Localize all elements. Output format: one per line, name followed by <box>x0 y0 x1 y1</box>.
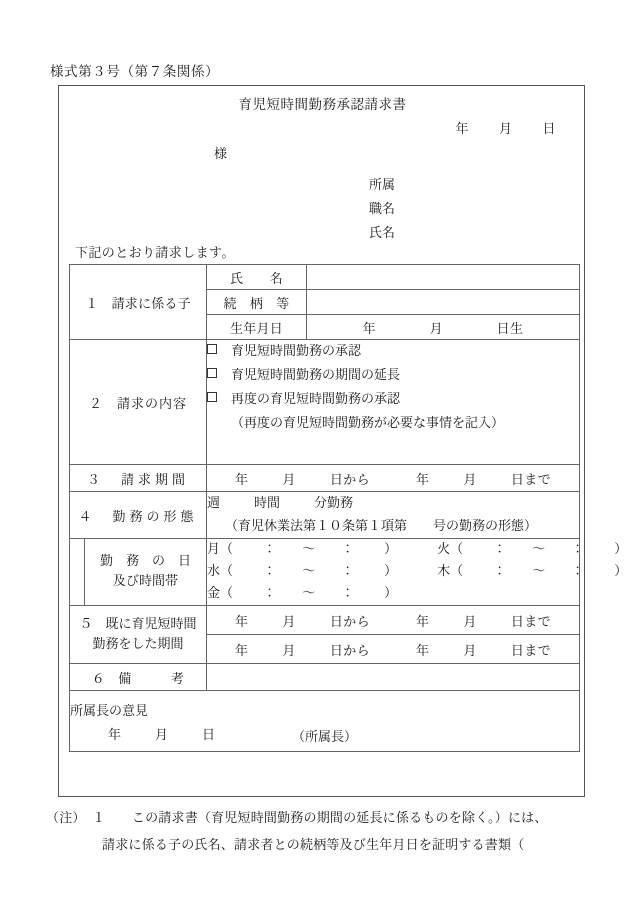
child-name-value[interactable] <box>307 265 580 290</box>
paren-close-tue: ） <box>614 542 628 557</box>
opinion-month-label: 月 <box>155 727 169 743</box>
request-period-to-year: 年 <box>416 472 430 488</box>
section5-label <box>70 606 207 664</box>
table-row-previous-period-1 <box>70 606 580 635</box>
previous-2-to-year: 年 <box>416 643 430 659</box>
footnote-line-1: （注） １ この請求書（育児短時間勤務の期間の延長に係るものを除く。）には、 <box>46 811 548 826</box>
request-period-from-year: 年 <box>235 472 249 488</box>
child-name-label: 氏 名 <box>207 265 307 290</box>
submission-month-label: 月 <box>498 122 513 137</box>
previous-period-value-1[interactable] <box>207 606 580 635</box>
addressee-suffix: 様 <box>214 147 228 162</box>
option-label-extension: 育児短時間勤務の期間の延長 <box>231 368 401 383</box>
paren-close-fri: ） <box>384 586 398 601</box>
child-relation-label: 続 柄 等 <box>207 290 307 315</box>
time-sep-thu-2: ： <box>571 564 585 579</box>
previous-period-value-2[interactable] <box>207 635 580 664</box>
tilde-thu: ～ <box>532 564 546 579</box>
time-sep-tue-2: ： <box>571 542 585 557</box>
checkbox-icon-extension[interactable] <box>207 368 217 378</box>
paren-open-thu: （ <box>450 564 464 579</box>
work-hours-line <box>207 492 579 515</box>
work-week-label: 週 <box>207 496 221 511</box>
section4-label: ４ 勤務の形態 <box>70 492 207 539</box>
request-period-value[interactable] <box>207 465 580 492</box>
schedule-label-line2: 及び時間帯 <box>113 574 179 589</box>
previous-2-to-month: 月 <box>463 643 477 659</box>
day-label-thu: 木 <box>437 564 451 579</box>
previous-1-to-year: 年 <box>416 614 430 630</box>
time-sep-mon-2: ： <box>341 542 355 557</box>
child-relation-value[interactable] <box>307 290 580 315</box>
request-period-to-day: 日まで <box>510 472 552 488</box>
request-content-options <box>207 340 580 465</box>
time-sep-tue-1: ： <box>493 542 507 557</box>
opinion-day-label: 日 <box>202 727 216 743</box>
footnote-line-2: 請求に係る子の氏名、請求者との続柄等及び生年月日を証明する書類（ <box>102 838 525 853</box>
time-sep-fri-1: ： <box>263 586 277 601</box>
request-table <box>69 264 628 752</box>
request-period-from-day: 日から <box>329 472 371 488</box>
previous-2-from-day: 日から <box>329 643 371 659</box>
work-hour-label: 時間 <box>254 496 281 511</box>
schedule-label-line1: 勤 務 の 日 <box>100 554 192 569</box>
previous-1-from-month: 月 <box>282 614 296 630</box>
schedule-row-mon-tue <box>207 539 628 561</box>
signer-block <box>369 174 395 246</box>
request-content-note: （再度の育児短時間勤務が必要な事情を記入） <box>231 416 505 431</box>
paren-open-tue: （ <box>450 542 464 557</box>
checkbox-icon-reapproval[interactable] <box>207 392 217 402</box>
option-label-approval: 育児短時間勤務の承認 <box>231 344 362 359</box>
submission-date-line <box>455 118 556 137</box>
time-sep-thu-1: ： <box>493 564 507 579</box>
day-label-mon: 月 <box>207 542 221 557</box>
work-form-value[interactable] <box>207 492 580 539</box>
table-row-supervisor-opinion <box>70 691 580 752</box>
paren-open-wed: （ <box>220 564 234 579</box>
tilde-tue: ～ <box>532 542 546 557</box>
day-label-fri: 金 <box>207 586 221 601</box>
paren-close-mon: ） <box>384 542 398 557</box>
table-row-remarks <box>70 664 580 691</box>
section3-label: ３ 請求期間 <box>70 465 207 492</box>
previous-2-from-month: 月 <box>282 643 296 659</box>
paren-open-mon: （ <box>220 542 234 557</box>
time-sep-mon-1: ： <box>263 542 277 557</box>
section6-label: ６ 備 考 <box>70 664 207 691</box>
opinion-year-label: 年 <box>108 727 122 743</box>
paren-close-wed: ） <box>384 564 398 579</box>
checkbox-row-reapproval[interactable] <box>207 388 579 412</box>
table-row-work-form <box>70 492 580 539</box>
supervisor-opinion-title: 所属長の意見 <box>70 703 149 719</box>
child-birthdate-label: 生年月日 <box>207 315 307 340</box>
remarks-value[interactable] <box>207 664 580 691</box>
signer-position-label: 職名 <box>369 202 396 217</box>
checkbox-icon-approval[interactable] <box>207 344 217 354</box>
section5-label-line1: ５ 既に育児短時間 <box>79 616 197 632</box>
signer-name-label: 氏名 <box>369 226 396 241</box>
time-sep-wed-1: ： <box>263 564 277 579</box>
child-birthdate-value[interactable]: 年 月 日生 <box>307 315 580 340</box>
request-period-from-month: 月 <box>282 472 296 488</box>
table-row-request-period <box>70 465 580 492</box>
schedule-row-wed-thu <box>207 561 628 583</box>
paren-close-thu: ） <box>614 564 628 579</box>
option-label-reapproval: 再度の育児短時間勤務の承認 <box>231 392 401 407</box>
day-label-tue: 火 <box>437 542 451 557</box>
table-row-child-name <box>70 265 580 290</box>
checkbox-row-extension[interactable] <box>207 364 579 388</box>
previous-2-to-day: 日まで <box>510 643 552 659</box>
tilde-fri: ～ <box>302 586 316 601</box>
time-sep-fri-2: ： <box>341 586 355 601</box>
paren-open-fri: （ <box>220 586 234 601</box>
day-label-wed: 水 <box>207 564 221 579</box>
submission-year-label: 年 <box>455 122 469 137</box>
previous-1-from-year: 年 <box>235 614 249 630</box>
schedule-value[interactable] <box>207 539 628 606</box>
section1-label: １ 請求に係る子 <box>70 265 207 340</box>
checkbox-row-approval[interactable] <box>207 340 579 364</box>
tilde-mon: ～ <box>302 542 316 557</box>
schedule-indent-cell <box>70 539 85 606</box>
form-outer-frame <box>58 85 628 797</box>
schedule-label <box>85 539 207 606</box>
form-number: 様式第３号（第７条関係） <box>50 64 220 80</box>
time-sep-wed-2: ： <box>341 564 355 579</box>
supervisor-opinion-cell[interactable] <box>70 691 580 752</box>
section5-label-line2: 勤務をした期間 <box>92 636 184 652</box>
request-period-to-month: 月 <box>463 472 477 488</box>
signer-affiliation-label: 所属 <box>369 178 396 193</box>
tilde-wed: ～ <box>302 564 316 579</box>
previous-1-to-day: 日まで <box>510 614 552 630</box>
previous-1-from-day: 日から <box>329 614 371 630</box>
work-form-law-line: （育児休業法第１０条第１項第 号の勤務の形態） <box>225 519 538 534</box>
intro-sentence: 下記のとおり請求します。 <box>75 246 235 261</box>
previous-2-from-year: 年 <box>235 643 249 659</box>
document-title: 育児短時間勤務承認請求書 <box>238 97 407 113</box>
table-row-work-schedule <box>70 539 580 606</box>
footnote <box>46 805 606 859</box>
schedule-row-fri <box>207 583 579 605</box>
table-row-request-content <box>70 340 580 465</box>
section2-label: ２ 請求の内容 <box>70 340 207 465</box>
submission-day-label: 日 <box>542 122 556 137</box>
previous-1-to-month: 月 <box>463 614 477 630</box>
work-minute-label: 分勤務 <box>314 496 354 511</box>
supervisor-signature-label: （所属長） <box>292 730 358 745</box>
